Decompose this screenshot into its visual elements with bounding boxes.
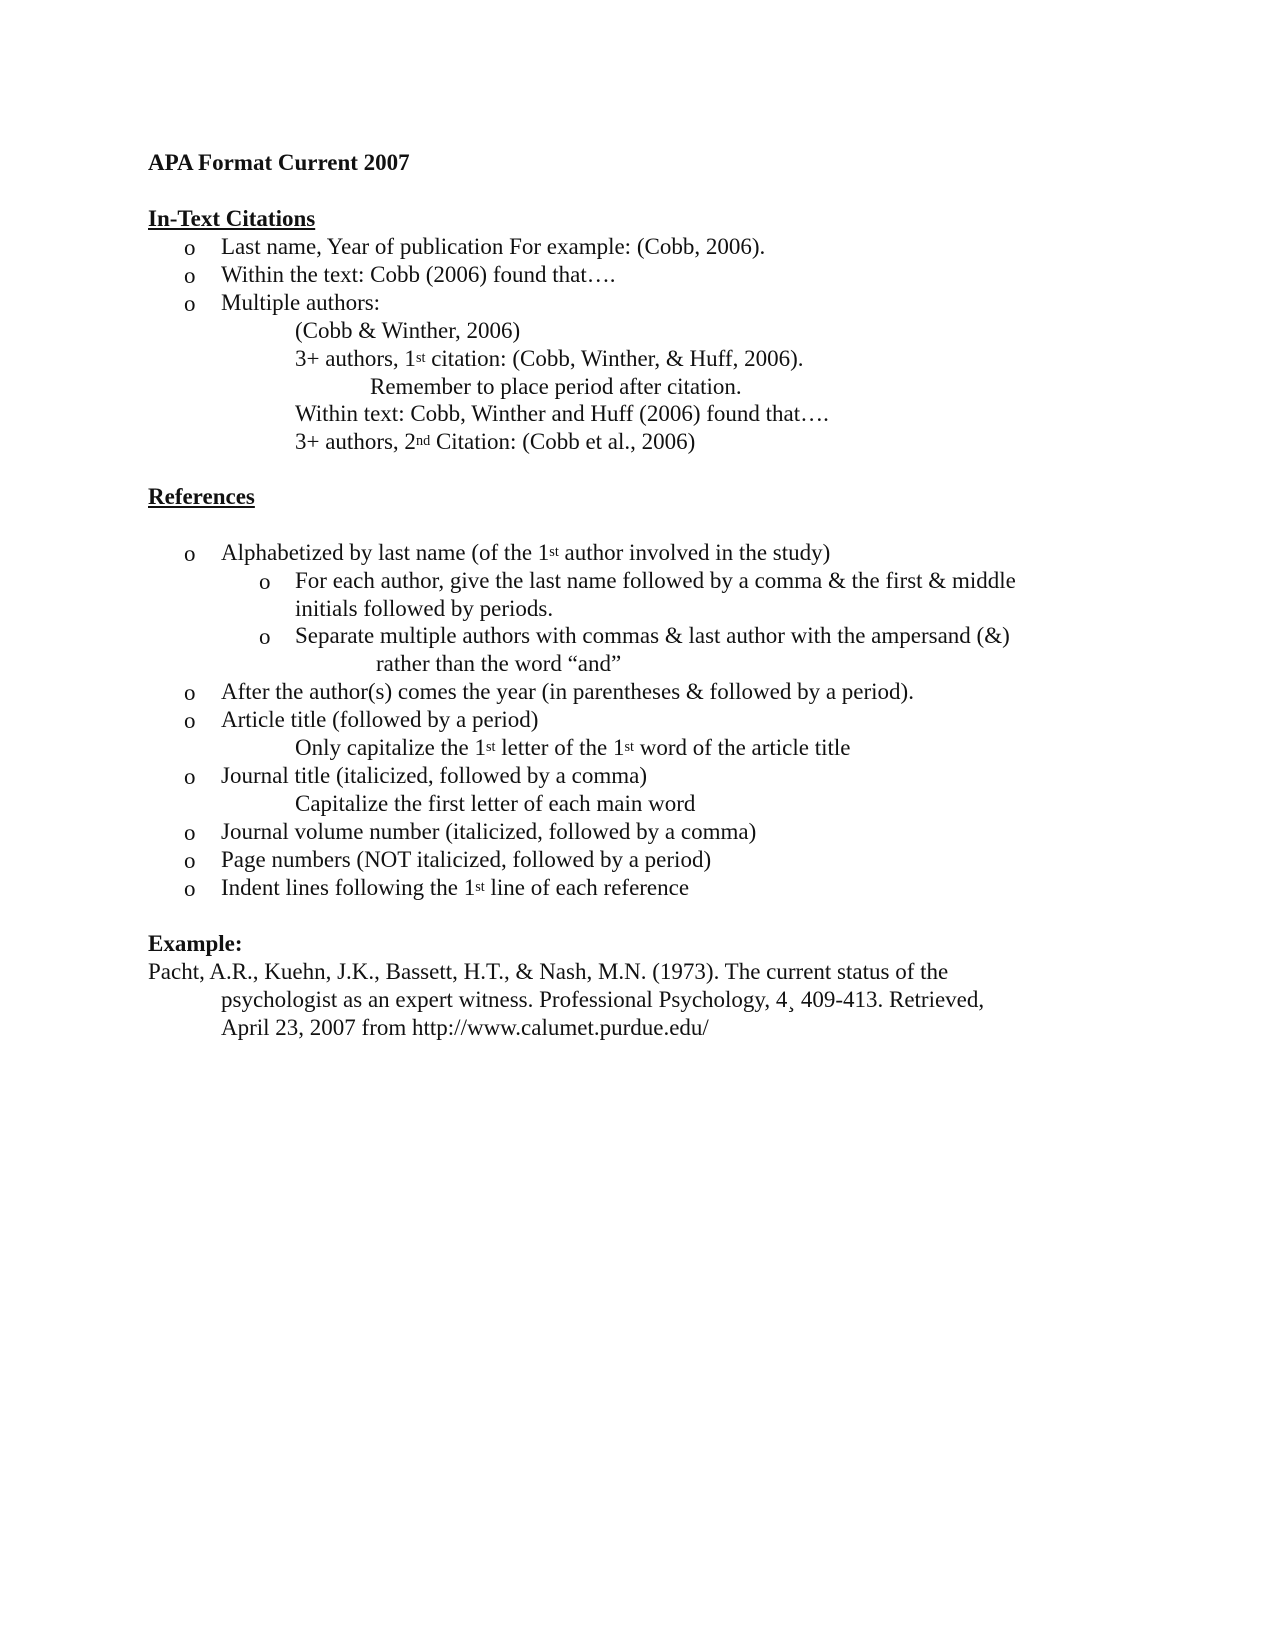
references-line-11: Indent lines following the 1st line of each reference: [221, 875, 690, 900]
intext-line-8: 3+ authors, 2nd Citation: (Cobb et al., 2006): [295, 429, 696, 454]
bullet: o: [184, 680, 196, 705]
intext-line-6: Remember to place period after citation.: [370, 374, 742, 399]
bullet: o: [184, 848, 196, 873]
intext-line-2: Within the text: Cobb (2006) found that….: [221, 262, 616, 287]
intext-heading: In-Text Citations: [148, 206, 316, 231]
references-line-2a: For each author, give the last name followed by a comma & the first & middle: [295, 568, 1016, 593]
bullet: o: [184, 541, 196, 566]
intext-line-1: Last name, Year of publication For example: (Cobb, 2006).: [221, 234, 766, 259]
references-line-2b: initials followed by periods.: [295, 596, 554, 621]
bullet: o: [184, 235, 196, 260]
example-line-2: psychologist as an expert witness. Professional Psychology, 4¸ 409-413. Retrieved,: [221, 987, 985, 1012]
references-line-5: Article title (followed by a period): [221, 707, 539, 732]
document-title: APA Format Current 2007: [148, 150, 410, 175]
bullet: o: [184, 263, 196, 288]
intext-line-4: (Cobb & Winther, 2006): [295, 318, 521, 343]
example-line-3: April 23, 2007 from http://www.calumet.purdue.edu/: [221, 1015, 709, 1040]
bullet: o: [184, 291, 196, 316]
bullet: o: [184, 820, 196, 845]
references-line-1: Alphabetized by last name (of the 1st author involved in the study): [221, 540, 831, 565]
bullet: o: [184, 708, 196, 733]
references-line-6: Only capitalize the 1st letter of the 1st word of the article title: [295, 735, 851, 760]
intext-line-7: Within text: Cobb, Winther and Huff (2006) found that….: [295, 401, 829, 426]
bullet: o: [259, 624, 271, 649]
references-line-8: Capitalize the first letter of each main word: [295, 791, 696, 816]
references-line-10: Page numbers (NOT italicized, followed by a period): [221, 847, 712, 872]
bullet: o: [184, 764, 196, 789]
references-line-4: After the author(s) comes the year (in parentheses & followed by a period).: [221, 679, 914, 704]
references-line-3a: Separate multiple authors with commas & last author with the ampersand (&): [295, 623, 1010, 648]
bullet: o: [184, 876, 196, 901]
references-line-9: Journal volume number (italicized, followed by a comma): [221, 819, 757, 844]
intext-line-5: 3+ authors, 1st citation: (Cobb, Winther, & Huff, 2006).: [295, 346, 804, 371]
references-heading: References: [148, 484, 255, 509]
references-line-3b: rather than the word “and”: [376, 651, 622, 676]
bullet: o: [259, 569, 271, 594]
example-line-1: Pacht, A.R., Kuehn, J.K., Bassett, H.T., & Nash, M.N. (1973). The current status of the: [148, 959, 949, 984]
example-heading: Example:: [148, 931, 243, 956]
references-line-7: Journal title (italicized, followed by a comma): [221, 763, 647, 788]
intext-line-3: Multiple authors:: [221, 290, 381, 315]
